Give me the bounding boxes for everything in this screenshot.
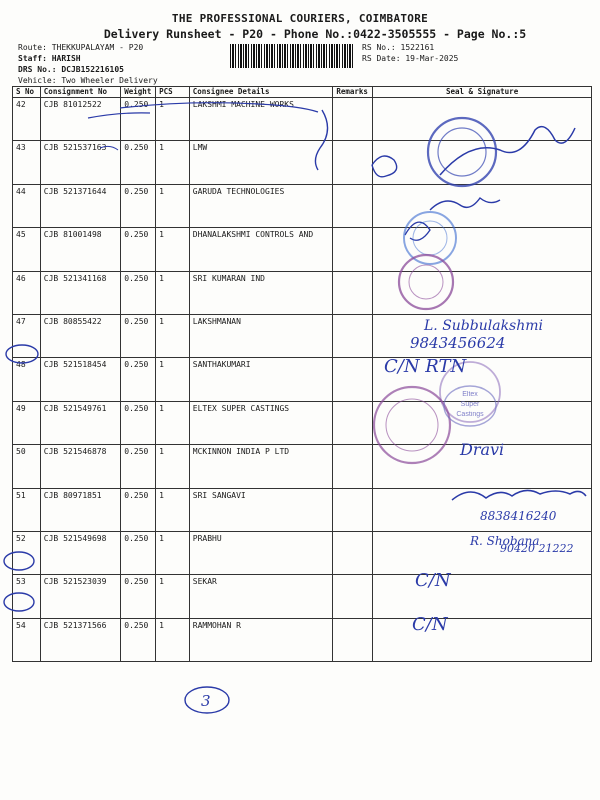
route-text: Route: THEKKUPALAYAM - P20 — [18, 43, 144, 52]
cell-pcs: 1 — [156, 445, 190, 488]
cell-consignment: CJB 521518454 — [40, 358, 120, 401]
cell-weight: 0.250 — [121, 358, 156, 401]
cell-pcs: 1 — [156, 314, 190, 357]
drs-number: DRS No.: DCJB152216105 — [18, 65, 124, 74]
table-row — [13, 141, 592, 184]
cell-weight: 0.250 — [121, 488, 156, 531]
cell-weight: 0.250 — [121, 184, 156, 227]
cell-consignee: LMW — [189, 141, 333, 184]
cell-consignee: DHANALAKSHMI CONTROLS AND — [189, 228, 333, 271]
cell-seal — [373, 401, 592, 444]
col-header-pcs: PCS — [156, 87, 190, 98]
cell-sno: 45 — [13, 228, 41, 271]
cell-weight: 0.250 — [121, 314, 156, 357]
cell-weight: 0.250 — [121, 228, 156, 271]
cell-consignee: SEKAR — [189, 575, 333, 618]
cell-remarks — [333, 488, 373, 531]
staff-text: Staff: HARISH — [18, 54, 81, 63]
cell-remarks — [333, 184, 373, 227]
cell-pcs: 1 — [156, 401, 190, 444]
cell-consignee: LAKSHMI MACHINE WORKS — [189, 98, 333, 141]
col-header-seal: Seal & Signature — [373, 87, 592, 98]
handwritten-remark: C/N — [415, 570, 451, 591]
page-mark-circle — [185, 687, 229, 713]
cell-sno: 42 — [13, 98, 41, 141]
handwritten-remark: C/N — [412, 614, 448, 635]
cell-weight: 0.250 — [121, 575, 156, 618]
cell-pcs: 1 — [156, 228, 190, 271]
table-row — [13, 445, 592, 488]
cell-remarks — [333, 401, 373, 444]
cell-sno: 49 — [13, 401, 41, 444]
cell-weight: 0.250 — [121, 618, 156, 661]
cell-seal — [373, 314, 592, 357]
runsheet-meta-right — [362, 42, 458, 64]
cell-remarks — [333, 445, 373, 488]
handwritten-name: R. Shobana — [470, 534, 540, 548]
page-mark: 3 — [201, 692, 211, 710]
handwritten-phone: 9843456624 — [410, 334, 506, 352]
cell-sno: 44 — [13, 184, 41, 227]
cell-remarks — [333, 358, 373, 401]
cell-consignment: CJB 81012522 — [40, 98, 120, 141]
cell-remarks — [333, 98, 373, 141]
cell-sno: 53 — [13, 575, 41, 618]
cell-remarks — [333, 228, 373, 271]
document-subtitle: Delivery Runsheet - P20 - Phone No.:0422-3505555 - Page No.:5 — [103, 27, 527, 41]
cell-pcs: 1 — [156, 98, 190, 141]
handwritten-name: L. Subbulakshmi — [424, 318, 544, 334]
cell-consignment: CJB 80971851 — [40, 488, 120, 531]
stamp-text: Eltex — [462, 391, 478, 398]
table-row — [13, 314, 592, 357]
cell-seal — [373, 98, 592, 141]
cell-consignee: GARUDA TECHNOLOGIES — [189, 184, 333, 227]
runsheet-meta-left — [18, 42, 158, 86]
cell-consignee: PRABHU — [189, 531, 333, 574]
table-row — [13, 98, 592, 141]
table-row — [13, 401, 592, 444]
cell-consignment: CJB 521546878 — [40, 445, 120, 488]
col-header-consignment: Consignment No — [40, 87, 120, 98]
cell-sno: 43 — [13, 141, 41, 184]
table-row — [13, 488, 592, 531]
cell-pcs: 1 — [156, 141, 190, 184]
rs-date: RS Date: 19-Mar-2025 — [362, 54, 459, 63]
handwritten-phone: 8838416240 — [480, 509, 557, 523]
cell-pcs: 1 — [156, 531, 190, 574]
handwritten-remark: C/N RTN — [384, 356, 467, 377]
cell-seal — [373, 531, 592, 574]
col-header-remarks: Remarks — [333, 87, 373, 98]
table-row — [13, 271, 592, 314]
cell-consignee: LAKSHMANAN — [189, 314, 333, 357]
handwritten-phone: 90420 21222 — [500, 542, 574, 555]
cell-sno: 51 — [13, 488, 41, 531]
cell-weight: 0.250 — [121, 531, 156, 574]
table-row — [13, 618, 592, 661]
cell-seal — [373, 358, 592, 401]
col-header-sno: S No — [13, 87, 41, 98]
table-row — [13, 575, 592, 618]
cell-weight: 0.250 — [121, 271, 156, 314]
cell-sno: 47 — [13, 314, 41, 357]
cell-consignee: SRI SANGAVI — [189, 488, 333, 531]
cell-consignment: CJB 521341168 — [40, 271, 120, 314]
cell-seal — [373, 618, 592, 661]
cell-consignment: CJB 80855422 — [40, 314, 120, 357]
cell-consignee: RAMMOHAN R — [189, 618, 333, 661]
cell-sno: 48 — [13, 358, 41, 401]
cell-consignee: ELTEX SUPER CASTINGS — [189, 401, 333, 444]
cell-consignment: CJB 521371566 — [40, 618, 120, 661]
cell-seal — [373, 271, 592, 314]
cell-sno: 46 — [13, 271, 41, 314]
cell-pcs: 1 — [156, 618, 190, 661]
cell-seal — [373, 488, 592, 531]
cell-consignment: CJB 521549698 — [40, 531, 120, 574]
cell-remarks — [333, 618, 373, 661]
cell-consignee: SRI KUMARAN IND — [189, 271, 333, 314]
cell-weight: 0.250 — [121, 98, 156, 141]
col-header-consignee: Consignee Details — [189, 87, 333, 98]
cell-remarks — [333, 531, 373, 574]
cell-pcs: 1 — [156, 488, 190, 531]
cell-seal — [373, 141, 592, 184]
barcode — [230, 44, 354, 68]
table-header-row — [13, 87, 592, 98]
cell-consignment: CJB 521549761 — [40, 401, 120, 444]
cell-consignee: SANTHAKUMARI — [189, 358, 333, 401]
cell-seal — [373, 228, 592, 271]
cell-pcs: 1 — [156, 184, 190, 227]
cell-seal — [373, 575, 592, 618]
cell-sno: 54 — [13, 618, 41, 661]
cell-seal — [373, 445, 592, 488]
vehicle-text: Vehicle: Two Wheeler Delivery — [18, 76, 158, 85]
cell-remarks — [333, 575, 373, 618]
cell-consignment: CJB 521523039 — [40, 575, 120, 618]
rs-number: RS No.: 1522161 — [362, 43, 435, 52]
cell-weight: 0.250 — [121, 401, 156, 444]
table-row — [13, 358, 592, 401]
cell-remarks — [333, 141, 373, 184]
cell-remarks — [333, 271, 373, 314]
document-title: THE PROFESSIONAL COURIERS, COIMBATORE — [171, 12, 429, 25]
cell-weight: 0.250 — [121, 445, 156, 488]
cell-consignment: CJB 81001498 — [40, 228, 120, 271]
cell-consignment: CJB 521537163 — [40, 141, 120, 184]
cell-seal — [373, 184, 592, 227]
cell-pcs: 1 — [156, 575, 190, 618]
stamp-text: Super — [460, 401, 480, 408]
handwritten-signature: Dravi — [460, 440, 505, 459]
cell-consignment: CJB 521371644 — [40, 184, 120, 227]
cell-sno: 52 — [13, 531, 41, 574]
col-header-weight: Weight — [121, 87, 156, 98]
stamp-text: Castings — [456, 411, 484, 418]
cell-pcs: 1 — [156, 271, 190, 314]
cell-sno: 50 — [13, 445, 41, 488]
cell-consignee: MCKINNON INDIA P LTD — [189, 445, 333, 488]
table-row — [13, 531, 592, 574]
cell-weight: 0.250 — [121, 141, 156, 184]
cell-remarks — [333, 314, 373, 357]
table-row — [13, 184, 592, 227]
table-row — [13, 228, 592, 271]
runsheet-table — [12, 86, 592, 662]
cell-pcs: 1 — [156, 358, 190, 401]
